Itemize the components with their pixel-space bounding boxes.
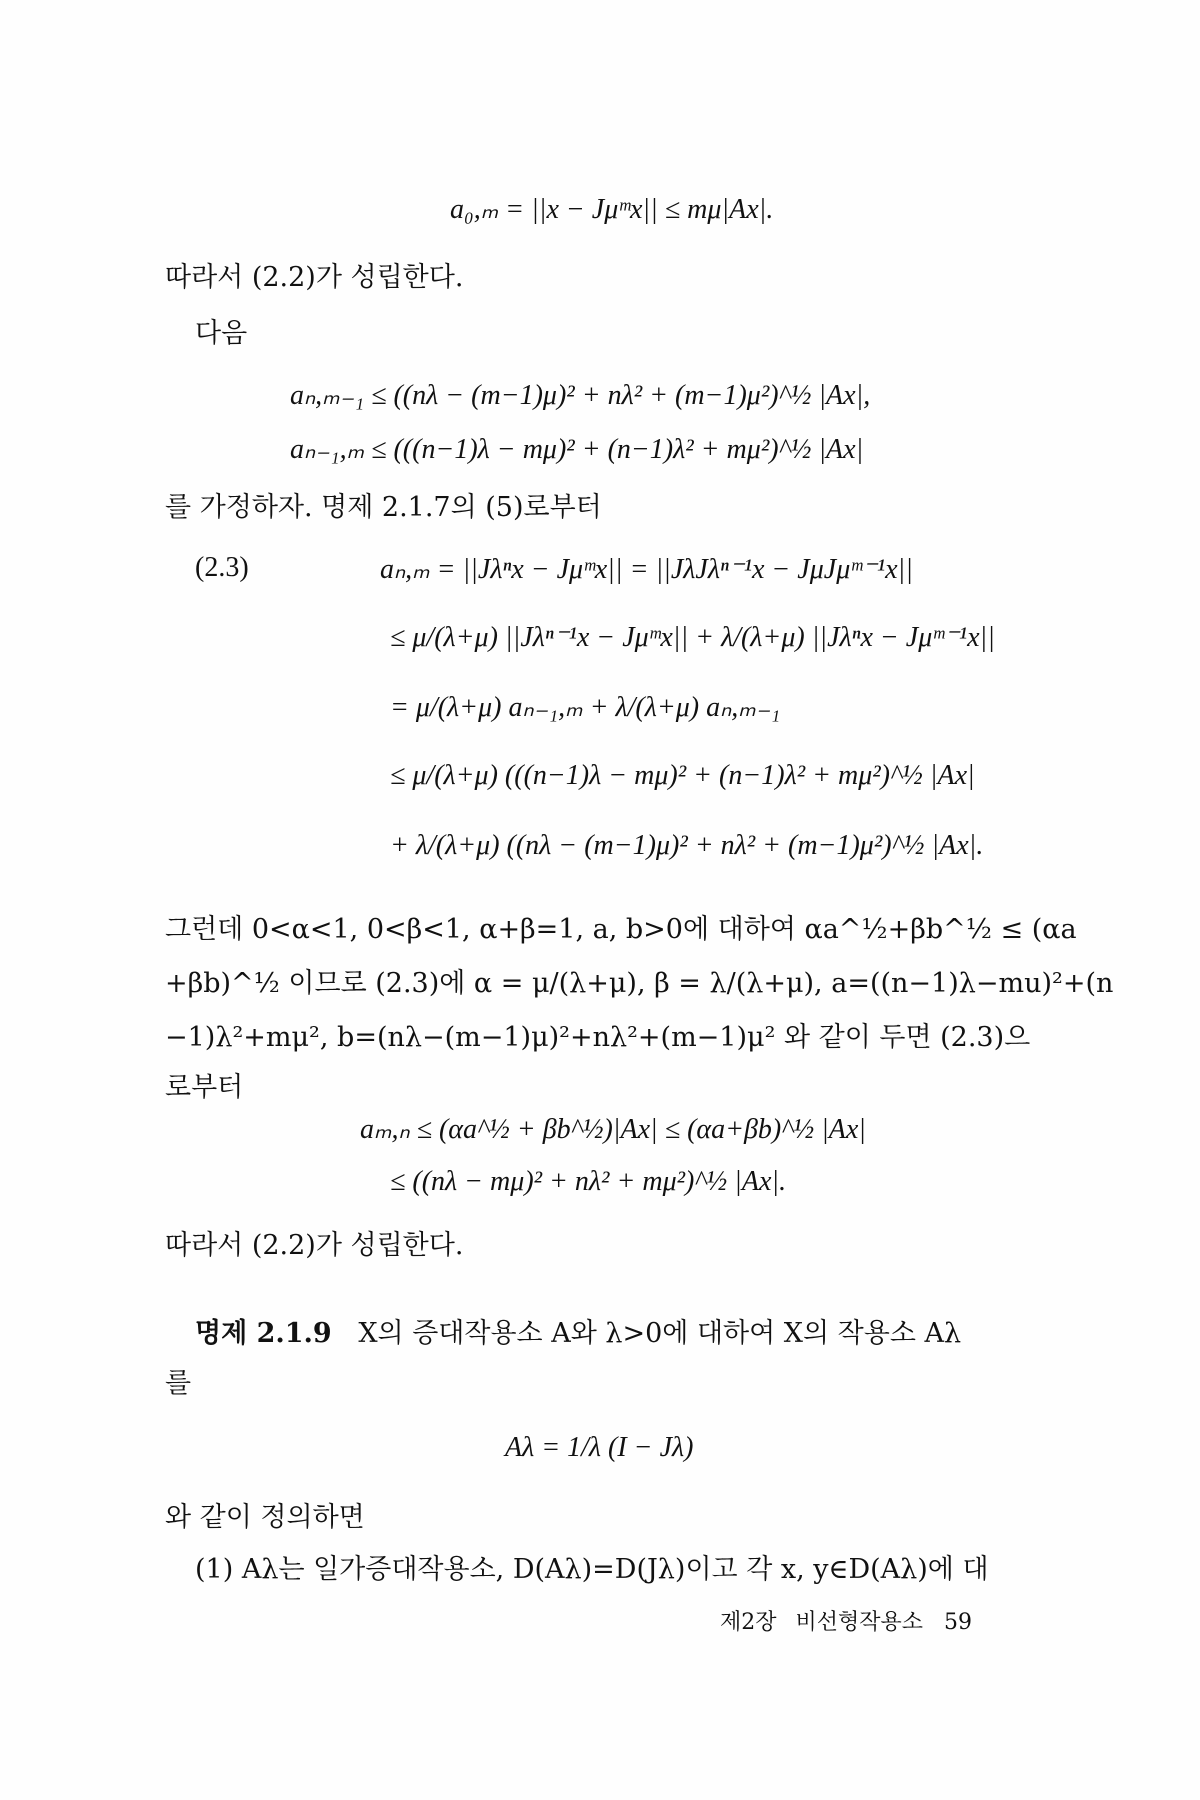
text-line: 를	[165, 1368, 192, 1399]
equation-23b: ≤ μ/(λ+μ) ||Jλⁿ⁻¹x − Jμᵐx|| + λ/(λ+μ) ||Jλⁿx − Jμᵐ⁻¹x||	[390, 622, 995, 653]
equation-final-2: ≤ ((nλ − mμ)² + nλ² + mμ²)^½ |Ax|.	[390, 1166, 787, 1197]
paragraph-line: 그런데 0<α<1, 0<β<1, α+β=1, a, b>0에 대하여 αa^½+βb^½ ≤ (αa	[165, 914, 1077, 945]
equation-A-lambda: Aλ = 1/λ (I − Jλ)	[505, 1432, 694, 1463]
equation-final-1: aₘ,ₙ ≤ (αa^½ + βb^½)|Ax| ≤ (αa+βb)^½ |Ax|	[360, 1114, 866, 1145]
page-number: 59	[944, 1610, 973, 1635]
equation-label: (2.3)	[195, 552, 249, 583]
text-line: (1) Aλ는 일가증대작용소, D(Aλ)=D(Jλ)이고 각 x, y∈D(Aλ)에 대	[195, 1554, 989, 1585]
page-footer	[720, 1605, 972, 1636]
equation-hyp-1: aₙ,ₘ₋₁ ≤ ((nλ − (m−1)μ)² + nλ² + (m−1)μ²)^½ |Ax|,	[290, 380, 871, 411]
paragraph-line: −1)λ²+mμ², b=(nλ−(m−1)μ)²+nλ²+(m−1)μ² 와 같이 두면 (2.3)으	[165, 1022, 1031, 1053]
text-line: 따라서 (2.2)가 성립한다.	[165, 262, 464, 293]
equation-23e: + λ/(λ+μ) ((nλ − (m−1)μ)² + nλ² + (m−1)μ²)^½ |Ax|.	[390, 830, 984, 861]
equation-23d: ≤ μ/(λ+μ) (((n−1)λ − mμ)² + (n−1)λ² + mμ²)^½ |Ax|	[390, 760, 975, 791]
paragraph-line: 로부터	[165, 1072, 244, 1103]
footer-chapter: 제2장	[720, 1610, 777, 1635]
footer-title: 비선형작용소	[795, 1610, 924, 1635]
equation-a0m: a₀,ₘ = ||x − Jμᵐx|| ≤ mμ|Ax|.	[450, 194, 774, 225]
text-line: 와 같이 정의하면	[165, 1502, 365, 1533]
paragraph-line: +βb)^½ 이므로 (2.3)에 α = μ/(λ+μ), β = λ/(λ+μ), a=((n−1)λ−mu)²+(n	[165, 968, 1114, 999]
text-line: 다음	[195, 318, 248, 349]
equation-hyp-2: aₙ₋₁,ₘ ≤ (((n−1)λ − mμ)² + (n−1)λ² + mμ²)^½ |Ax|	[290, 434, 864, 465]
text-line: 따라서 (2.2)가 성립한다.	[165, 1230, 464, 1261]
equation-23a: aₙ,ₘ = ||Jλⁿx − Jμᵐx|| = ||JλJλⁿ⁻¹x − JμJμᵐ⁻¹x||	[380, 554, 913, 585]
proposition-heading: 명제 2.1.9	[195, 1318, 332, 1349]
equation-23c: = μ/(λ+μ) aₙ₋₁,ₘ + λ/(λ+μ) aₙ,ₘ₋₁	[390, 692, 781, 723]
proposition-text: X의 증대작용소 A와 λ>0에 대하여 X의 작용소 Aλ	[358, 1318, 962, 1349]
proposition-line	[195, 1316, 961, 1352]
text-line: 를 가정하자. 명제 2.1.7의 (5)로부터	[165, 492, 602, 523]
